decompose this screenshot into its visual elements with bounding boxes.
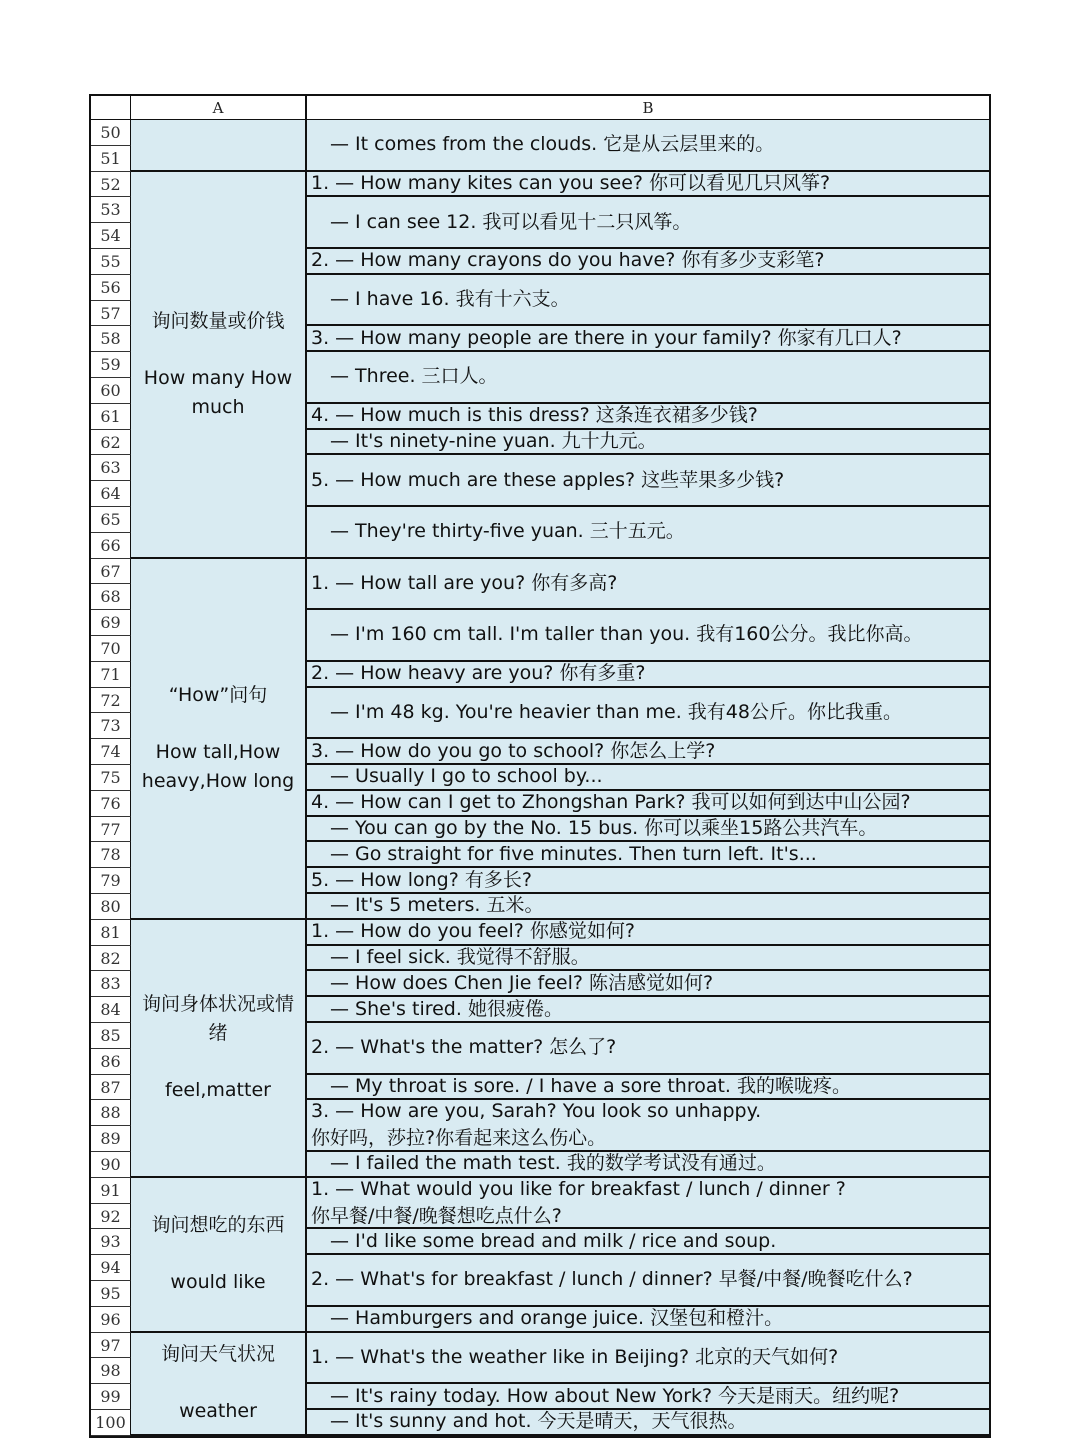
sentence-cell[interactable] [307, 946, 989, 972]
sentence-text: — Hamburgers and orange juice. 汉堡包和橙汁。 [311, 1307, 784, 1330]
row-number[interactable]: 92 [91, 1204, 131, 1230]
category-cell[interactable] [131, 120, 307, 172]
row-number[interactable]: 83 [91, 971, 131, 997]
row-number[interactable]: 50 [91, 120, 131, 146]
sentence-text: 2. — What's for breakfast / lunch / dinner? 早餐/中餐/晚餐吃什么? [311, 1268, 913, 1291]
category-cell[interactable] [131, 1333, 307, 1436]
row-number[interactable]: 56 [91, 275, 131, 301]
category-cell[interactable] [131, 920, 307, 1178]
row-number[interactable]: 68 [91, 584, 131, 610]
column-header-a[interactable]: A [131, 96, 307, 120]
row-number[interactable]: 59 [91, 352, 131, 378]
row-number[interactable]: 100 [91, 1410, 131, 1436]
row-number[interactable]: 76 [91, 791, 131, 817]
sentence-text: 3. — How many people are there in your family? 你家有几口人? [311, 326, 902, 349]
row-number[interactable]: 52 [91, 172, 131, 198]
sentence-text: — Three. 三口人。 [311, 365, 498, 388]
sentence-text: 1. — What would you like for breakfast / lunch / dinner ? [311, 1177, 846, 1200]
row-number[interactable]: 98 [91, 1358, 131, 1384]
row-number[interactable]: 67 [91, 559, 131, 585]
row-number[interactable]: 86 [91, 1049, 131, 1075]
sentence-text: — I feel sick. 我觉得不舒服。 [311, 946, 590, 968]
row-number[interactable]: 51 [91, 146, 131, 172]
row-number[interactable]: 96 [91, 1307, 131, 1333]
row-number[interactable]: 97 [91, 1333, 131, 1359]
sentence-text: — I have 16. 我有十六支。 [311, 288, 570, 311]
sentence-cell[interactable] [307, 791, 989, 817]
row-number[interactable]: 57 [91, 301, 131, 327]
row-number[interactable]: 79 [91, 868, 131, 894]
category-title: 询问天气状况 [160, 1343, 275, 1366]
sentence-text: 1. — How many kites can you see? 你可以看见几只风筝? [311, 172, 831, 194]
sentence-text: — I failed the math test. 我的数学考试没有通过。 [311, 1152, 776, 1175]
sentence-cell[interactable] [307, 507, 989, 559]
category-keywords: How many How much [143, 366, 293, 418]
category-title: 询问数量或价钱 [151, 309, 285, 332]
row-number[interactable]: 72 [91, 688, 131, 714]
sentence-text: — You can go by the No. 15 bus. 你可以乘坐15路公共汽车。 [311, 817, 878, 839]
row-number[interactable]: 66 [91, 533, 131, 559]
sentence-text: — Go straight for five minutes. Then turn left. It's... [311, 842, 817, 865]
sentence-cell[interactable] [307, 120, 989, 172]
sentence-cell[interactable] [307, 817, 989, 843]
sentence-cell[interactable] [307, 842, 989, 868]
sentence-cell[interactable] [307, 1100, 989, 1152]
row-number[interactable]: 87 [91, 1075, 131, 1101]
row-number[interactable]: 80 [91, 894, 131, 920]
sentence-text: 2. — What's the matter? 怎么了? [311, 1036, 617, 1059]
row-number[interactable]: 81 [91, 920, 131, 946]
sentence-text: — It's ninety-nine yuan. 九十九元。 [311, 430, 657, 452]
sentence-text: 1. — What's the weather like in Beijing? 北京的天气如何? [311, 1345, 839, 1368]
sentence-cell[interactable] [307, 352, 989, 404]
sentence-text: 2. — How many crayons do you have? 你有多少支彩笔? [311, 249, 825, 272]
sentence-text: — My throat is sore. / I have a sore throat. 我的喉咙疼。 [311, 1075, 852, 1097]
row-number[interactable]: 91 [91, 1178, 131, 1204]
sentence-cell[interactable] [307, 197, 989, 249]
sentence-text: 2. — How heavy are you? 你有多重? [311, 662, 646, 685]
sentence-cell[interactable] [307, 249, 989, 275]
row-number[interactable]: 89 [91, 1126, 131, 1152]
sentence-cell[interactable] [307, 868, 989, 894]
sentence-cell[interactable] [307, 275, 989, 327]
row-number[interactable]: 70 [91, 636, 131, 662]
sentence-text: — How does Chen Jie feel? 陈洁感觉如何? [311, 971, 714, 994]
sentence-text: — Usually I go to school by... [311, 765, 603, 788]
column-header-b[interactable]: B [307, 96, 989, 120]
sentence-text: — It's rainy today. How about New York? 今天是雨天。纽约呢? [311, 1384, 900, 1407]
row-number[interactable]: 73 [91, 713, 131, 739]
row-number[interactable]: 82 [91, 946, 131, 972]
sentence-text: 1. — How do you feel? 你感觉如何? [311, 920, 635, 943]
sentence-cell[interactable] [307, 326, 989, 352]
sentence-text: — It comes from the clouds. 它是从云层里来的。 [311, 133, 775, 156]
sentence-cell[interactable] [307, 1152, 989, 1178]
sentence-cell[interactable] [307, 997, 989, 1023]
row-number[interactable]: 62 [91, 430, 131, 456]
row-number[interactable]: 65 [91, 507, 131, 533]
sentence-cell[interactable] [307, 971, 989, 997]
sentence-text: 1. — How tall are you? 你有多高? [311, 571, 618, 594]
row-number[interactable]: 64 [91, 481, 131, 507]
sentence-cell[interactable] [307, 765, 989, 791]
row-number[interactable]: 55 [91, 249, 131, 275]
category-cell[interactable] [131, 1178, 307, 1333]
sentence-cell[interactable] [307, 404, 989, 430]
category-cell[interactable] [131, 172, 307, 559]
sentence-cell[interactable] [307, 1384, 989, 1410]
sentence-cell[interactable] [307, 662, 989, 688]
row-number[interactable]: 95 [91, 1281, 131, 1307]
category-title: “How”问句 [168, 683, 268, 706]
sentence-cell[interactable] [307, 1307, 989, 1333]
sentence-cell[interactable] [307, 1255, 989, 1307]
row-number[interactable]: 63 [91, 455, 131, 481]
row-number[interactable]: 78 [91, 842, 131, 868]
sentence-text: — They're thirty-five yuan. 三十五元。 [311, 520, 685, 543]
sentence-text: — It's 5 meters. 五米。 [311, 894, 544, 917]
row-number[interactable]: 99 [91, 1384, 131, 1410]
row-number[interactable]: 53 [91, 197, 131, 223]
sentence-text: 5. — How long? 有多长? [311, 868, 532, 891]
row-number[interactable]: 77 [91, 817, 131, 843]
sentence-cell[interactable] [307, 920, 989, 946]
row-number[interactable]: 58 [91, 326, 131, 352]
sentence-cell[interactable] [307, 1075, 989, 1101]
row-number[interactable]: 84 [91, 997, 131, 1023]
category-cell[interactable] [131, 559, 307, 920]
row-number[interactable]: 69 [91, 610, 131, 636]
row-number[interactable]: 88 [91, 1100, 131, 1126]
sentence-text: 5. — How much are these apples? 这些苹果多少钱? [311, 468, 785, 491]
sentence-cell[interactable] [307, 1333, 989, 1385]
row-number[interactable]: 60 [91, 378, 131, 404]
row-number[interactable]: 74 [91, 739, 131, 765]
sentence-cell[interactable] [307, 559, 989, 611]
sentence-cell[interactable] [307, 1023, 989, 1075]
sentence-cell[interactable] [307, 172, 989, 198]
sentence-cell[interactable] [307, 894, 989, 920]
row-number[interactable]: 93 [91, 1229, 131, 1255]
category-keywords: How tall,How heavy,How long [141, 740, 295, 792]
sentence-text: 你早餐/中餐/晚餐想吃点什么? [311, 1204, 562, 1227]
sentence-cell[interactable] [307, 430, 989, 456]
sentence-text: 3. — How do you go to school? 你怎么上学? [311, 739, 716, 762]
spreadsheet [89, 94, 991, 1438]
sentence-cell[interactable] [307, 688, 989, 740]
sentence-cell[interactable] [307, 455, 989, 507]
sentence-text: — It's sunny and hot. 今天是晴天，天气很热。 [311, 1410, 747, 1433]
sentence-text: — I can see 12. 我可以看见十二只风筝。 [311, 210, 692, 233]
category-title: 询问身体状况或情绪 [141, 993, 294, 1045]
sentence-text: 你好吗，莎拉?你看起来这么伤心。 [311, 1127, 607, 1150]
row-number[interactable]: 85 [91, 1023, 131, 1049]
corner-cell[interactable] [91, 96, 131, 120]
row-number[interactable]: 90 [91, 1152, 131, 1178]
sentence-cell[interactable] [307, 1410, 989, 1436]
category-keywords: would like [170, 1271, 266, 1294]
sentence-text: — She's tired. 她很疲倦。 [311, 997, 563, 1020]
sentence-text: 4. — How much is this dress? 这条连衣裙多少钱? [311, 404, 758, 427]
sentence-cell[interactable] [307, 739, 989, 765]
sentence-text: 3. — How are you, Sarah? You look so unhappy. [311, 1100, 762, 1123]
row-number[interactable]: 71 [91, 662, 131, 688]
category-keywords: weather [179, 1400, 257, 1423]
sentence-text: — I'd like some bread and milk / rice and soup. [311, 1229, 777, 1252]
sentence-text: — I'm 48 kg. You're heavier than me. 我有48公斤。你比我重。 [311, 700, 902, 723]
row-number[interactable]: 94 [91, 1255, 131, 1281]
sentence-cell[interactable] [307, 1178, 989, 1230]
row-number[interactable]: 54 [91, 223, 131, 249]
sentence-cell[interactable] [307, 610, 989, 662]
sentence-text: — I'm 160 cm tall. I'm taller than you. 我有160公分。我比你高。 [311, 623, 923, 646]
sentence-cell[interactable] [307, 1229, 989, 1255]
category-keywords: feel,matter [165, 1079, 271, 1102]
category-title: 询问想吃的东西 [151, 1214, 285, 1237]
row-number[interactable]: 75 [91, 765, 131, 791]
sentence-text: 4. — How can I get to Zhongshan Park? 我可以如何到达中山公园? [311, 791, 911, 814]
row-number[interactable]: 61 [91, 404, 131, 430]
